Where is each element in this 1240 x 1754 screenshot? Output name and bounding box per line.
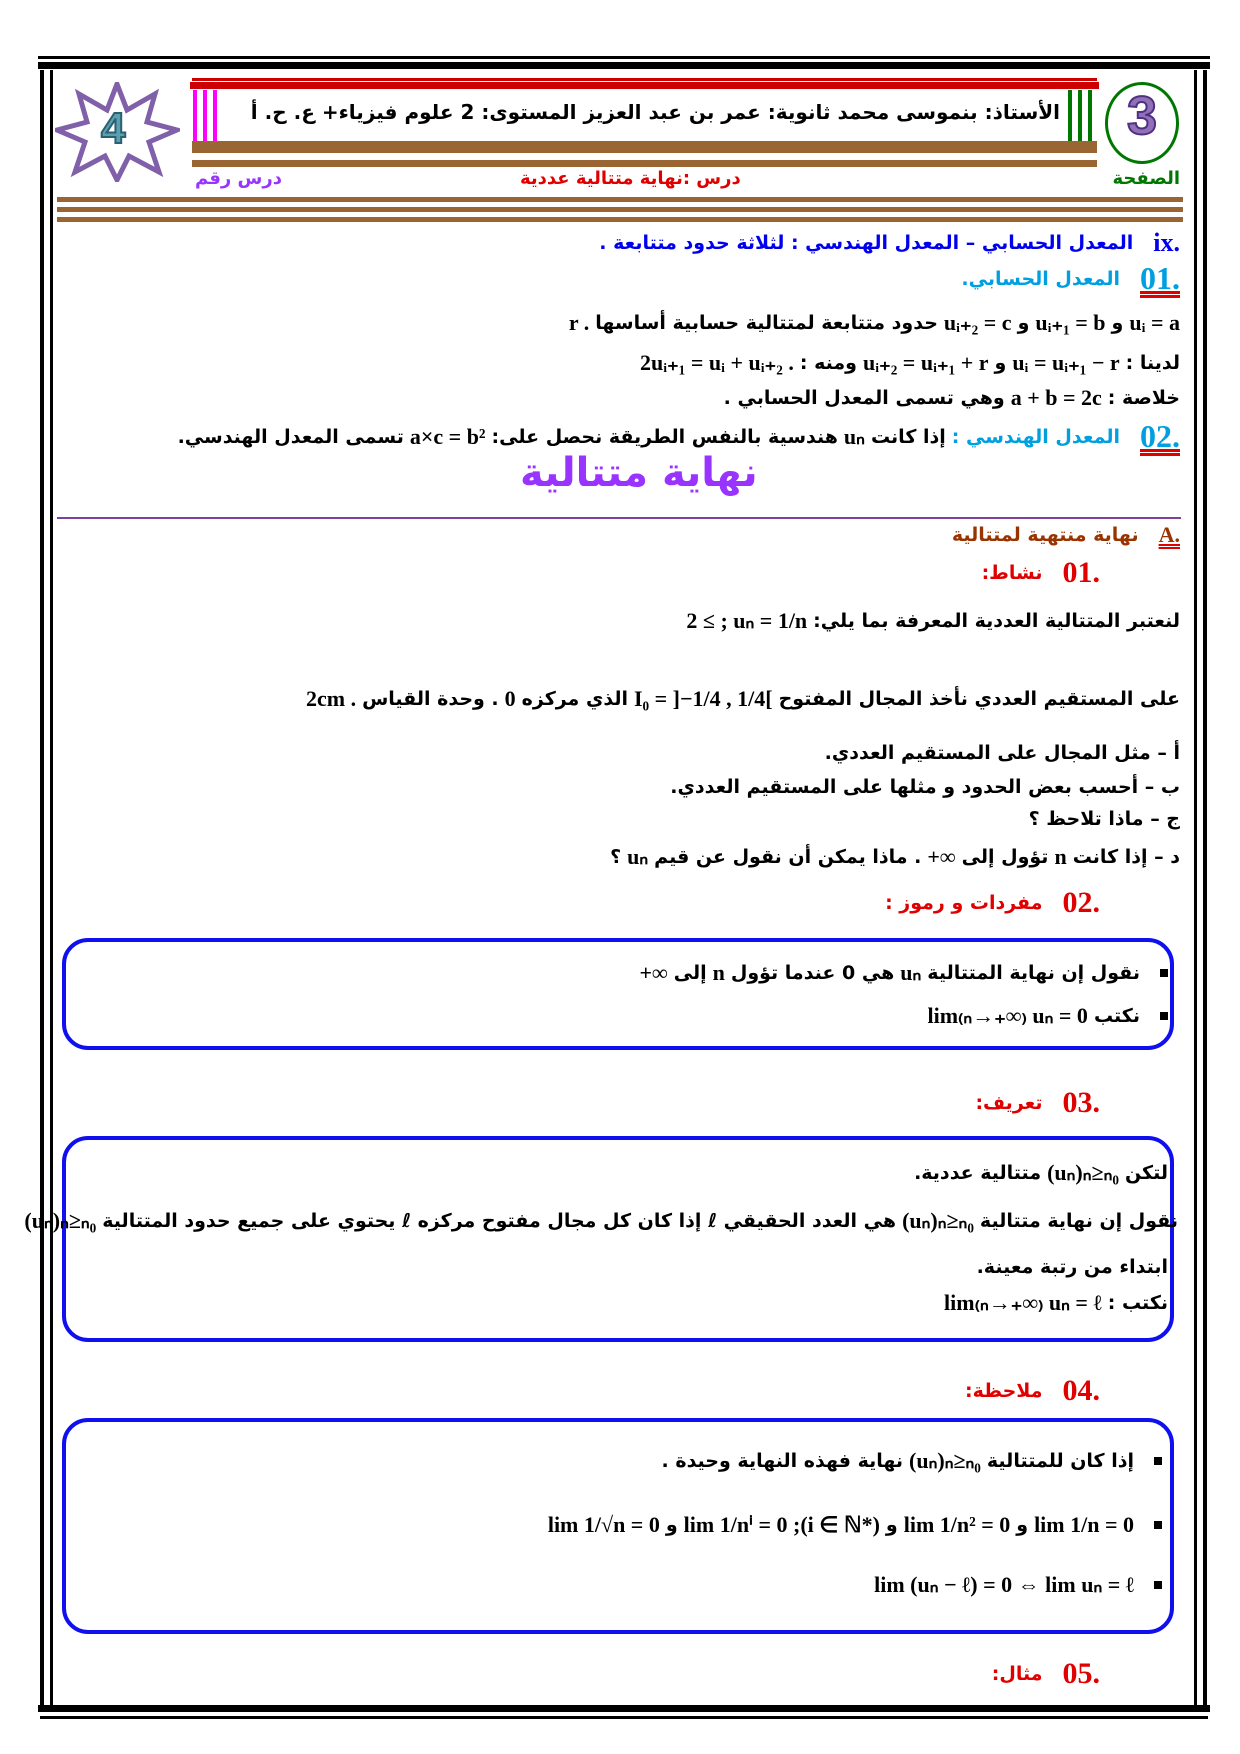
page-label: الصفحة bbox=[1112, 168, 1180, 189]
line-a3 bbox=[825, 742, 1180, 764]
text-segment: وهي تسمى المعدل الحسابي . bbox=[723, 387, 1005, 409]
text-segment: . ماذا يمكن أن نقول عن قيم bbox=[654, 846, 922, 868]
math-expression: uᵢ₊₁ = b bbox=[1035, 310, 1106, 335]
line-ix bbox=[599, 228, 1180, 258]
top-rule-thin bbox=[38, 56, 1210, 59]
green-stripes bbox=[1068, 90, 1098, 142]
math-expression: lim (uₙ − ℓ) = 0 ⇔ lim uₙ = ℓ bbox=[874, 1572, 1134, 1597]
math-expression: uₙ bbox=[900, 960, 922, 985]
text-segment: .02 bbox=[1140, 418, 1180, 454]
header-brown-bar-1 bbox=[192, 141, 1097, 153]
math-expression: lim₍ₙ→₊∞₎ uₙ = ℓ bbox=[944, 1290, 1102, 1315]
math-expression: r . bbox=[568, 310, 590, 335]
top-rule-thick bbox=[38, 62, 1210, 69]
lesson-label: درس رقم bbox=[195, 168, 282, 189]
math-expression: uᵢ₊₂ = c bbox=[943, 310, 1012, 335]
text-segment: نشاط: bbox=[981, 562, 1043, 584]
page-number: 3 bbox=[1126, 86, 1158, 146]
line-A bbox=[952, 522, 1180, 548]
math-expression: uᵢ = uᵢ₊₁ − r bbox=[1012, 350, 1120, 375]
text-segment: إلى bbox=[673, 962, 707, 984]
text-segment: هي العدد الحقيقي ℓ إذا كان كل مجال مفتوح مركزه ℓ يحتوي على جميع حدود المتتالية bbox=[102, 1210, 897, 1232]
notation-box bbox=[62, 938, 1174, 1050]
line-n02 bbox=[885, 886, 1100, 920]
big-title: نهاية متتالية bbox=[520, 450, 758, 496]
math-expression: 2 ≤ ; uₙ = 1/n bbox=[686, 608, 808, 633]
line-n03 bbox=[975, 1086, 1100, 1120]
text-segment: .05 bbox=[1062, 1657, 1100, 1690]
math-expression: lim 1/nⁱ = 0 ;(i ∈ ℕ*) bbox=[683, 1512, 880, 1537]
text-segment: .ix bbox=[1153, 228, 1180, 257]
line-l2 bbox=[640, 350, 1180, 376]
math-expression: (uₙ)ₙ≥ₙ₀ bbox=[902, 1208, 974, 1233]
math-expression: uₙ bbox=[627, 844, 649, 869]
header-title: الأستاذ: بنموسى محمد ثانوية: عمر بن عبد العزيز المستوى: 2 علوم فيزياء+ ع. ح. أ bbox=[250, 100, 1060, 124]
line-a5 bbox=[1029, 808, 1180, 830]
text-segment: لتكن bbox=[1124, 1162, 1168, 1184]
lesson-title: درس :نهاية متتالية عددية bbox=[520, 168, 741, 189]
bottom-rule bbox=[38, 1705, 1210, 1712]
line-n05 bbox=[992, 1657, 1100, 1691]
text-segment: ومنه : bbox=[799, 352, 857, 374]
text-segment: نكتب : bbox=[1107, 1292, 1168, 1314]
text-segment: خلاصة : bbox=[1107, 387, 1180, 409]
math-expression: uₙ bbox=[843, 423, 865, 449]
text-segment: ؟ bbox=[610, 846, 622, 868]
text-segment: على المستقيم العددي نأخذ المجال المفتوح bbox=[778, 688, 1180, 710]
line-r2 bbox=[548, 1512, 1162, 1538]
frame-right bbox=[1203, 70, 1207, 1710]
math-expression: n bbox=[1054, 844, 1067, 869]
bullet-icon bbox=[1154, 1457, 1162, 1465]
page-number-circle bbox=[1105, 82, 1179, 164]
text-segment: .02 bbox=[1062, 886, 1100, 919]
math-expression: a×c = b² bbox=[409, 423, 486, 449]
line-d2 bbox=[24, 1208, 1178, 1234]
text-segment: الذي مركزه bbox=[521, 688, 628, 710]
text-segment: ابتداء من رتبة معينة. bbox=[976, 1256, 1168, 1278]
header-red-bar bbox=[192, 78, 1097, 81]
text-segment: تعريف: bbox=[975, 1092, 1043, 1114]
text-segment: تسمى المعدل الهندسي. bbox=[177, 425, 404, 448]
text-segment: متتالية عددية. bbox=[914, 1162, 1042, 1184]
text-segment: نهاية منتهية لمتتالية bbox=[951, 524, 1139, 546]
math-expression: 2uᵢ₊₁ = uᵢ + uᵢ₊₂ . bbox=[639, 350, 794, 375]
math-expression: a + b = 2c bbox=[1010, 385, 1102, 410]
text-segment: المعدل الحسابي – المعدل الهندسي : لثلاثة حدود متتابعة . bbox=[599, 232, 1134, 254]
text-segment: نهاية فهذه النهاية وحيدة . bbox=[661, 1450, 904, 1472]
text-segment: .A bbox=[1158, 522, 1180, 547]
math-expression: I₀ = ]−1/4 , 1/4[ bbox=[633, 686, 773, 711]
bullet-icon bbox=[1154, 1581, 1162, 1589]
line-r3 bbox=[874, 1572, 1162, 1598]
line-b1 bbox=[639, 960, 1168, 986]
math-expression: lim₍ₙ→₊∞₎ uₙ = 0 bbox=[927, 1003, 1088, 1028]
text-segment: أ – مثل المجال على المستقيم العددي. bbox=[824, 742, 1180, 764]
text-segment: نكتب bbox=[1093, 1005, 1140, 1027]
text-segment: . وحدة القياس bbox=[362, 688, 499, 710]
line-r1 bbox=[662, 1448, 1162, 1474]
math-expression: 2cm . bbox=[305, 686, 357, 711]
line-l3 bbox=[724, 385, 1180, 411]
text-segment: و bbox=[1016, 1514, 1029, 1536]
text-segment: هي 0 عندما تؤول bbox=[730, 962, 895, 984]
header-brown-bar-2 bbox=[192, 160, 1097, 167]
section-divider bbox=[57, 517, 1181, 519]
magenta-stripes bbox=[193, 90, 223, 142]
text-segment: المعدل الهندسي : bbox=[951, 425, 1120, 448]
text-segment: نقول إن نهاية المتتالية bbox=[927, 962, 1140, 984]
line-l1 bbox=[569, 310, 1180, 336]
text-segment: و bbox=[1017, 312, 1030, 334]
math-expression: uᵢ = a bbox=[1129, 310, 1180, 335]
line-d1 bbox=[914, 1160, 1168, 1186]
line-n04 bbox=[965, 1374, 1100, 1408]
math-expression: +∞ bbox=[927, 844, 956, 869]
text-segment: .01 bbox=[1140, 260, 1180, 296]
math-expression: (uₙ)ₙ≥ₙ₀ bbox=[24, 1208, 97, 1233]
text-segment: المعدل الحسابي. bbox=[961, 267, 1120, 290]
bullet-icon bbox=[1160, 1012, 1168, 1020]
line-a2 bbox=[306, 686, 1180, 712]
line-s01 bbox=[961, 260, 1180, 297]
line-d4 bbox=[944, 1290, 1168, 1316]
text-segment: و bbox=[665, 1514, 678, 1536]
text-segment: و bbox=[994, 352, 1007, 374]
text-segment: ج – ماذا تلاحظ ؟ bbox=[1028, 808, 1180, 830]
math-expression: uᵢ₊₂ = uᵢ₊₁ + r bbox=[862, 350, 989, 375]
bullet-icon bbox=[1160, 969, 1168, 977]
text-segment: و bbox=[885, 1514, 898, 1536]
text-segment: مثال: bbox=[991, 1663, 1043, 1685]
text-segment: د – إذا كانت bbox=[1072, 846, 1180, 868]
text-segment: نقول إن نهاية متتالية bbox=[979, 1210, 1178, 1232]
bullet-icon bbox=[1154, 1521, 1162, 1529]
math-expression: lim 1/n = 0 bbox=[1034, 1512, 1134, 1537]
line-d3 bbox=[977, 1256, 1168, 1278]
text-segment: ب – أحسب بعض الحدود و مثلها على المستقيم العددي. bbox=[670, 776, 1180, 798]
math-expression: (uₙ)ₙ≥ₙ₀ bbox=[909, 1448, 981, 1473]
text-segment: مفردات و رموز : bbox=[885, 892, 1043, 914]
text-segment: تؤول إلى bbox=[961, 846, 1049, 868]
line-a4 bbox=[670, 776, 1180, 798]
math-expression: +∞ bbox=[639, 960, 668, 985]
line-s02 bbox=[178, 418, 1180, 455]
text-segment: .01 bbox=[1062, 556, 1100, 589]
text-segment: ملاحظة: bbox=[964, 1380, 1043, 1402]
text-segment: .03 bbox=[1062, 1086, 1100, 1119]
text-segment: هندسية بالنفس الطريقة نحصل على: bbox=[491, 425, 838, 448]
math-expression: lim 1/n² = 0 bbox=[903, 1512, 1011, 1537]
line-a6 bbox=[610, 844, 1180, 870]
text-segment: حدود متتابعة لمتتالية حسابية أساسها bbox=[595, 312, 938, 334]
lesson-number-star-logo bbox=[55, 82, 180, 182]
line-n01 bbox=[982, 556, 1100, 590]
brown-rules bbox=[57, 197, 1183, 202]
text-segment: لدينا : bbox=[1125, 352, 1180, 374]
frame-left bbox=[40, 70, 44, 1710]
math-expression: 0 bbox=[504, 686, 516, 711]
text-segment: و bbox=[1111, 312, 1124, 334]
lesson-number: 4 bbox=[101, 104, 126, 153]
math-expression: n bbox=[712, 960, 725, 985]
math-expression: lim 1/√n = 0 bbox=[547, 1512, 660, 1537]
math-expression: (uₙ)ₙ≥ₙ₀ bbox=[1047, 1160, 1119, 1185]
text-segment: .04 bbox=[1062, 1374, 1100, 1407]
text-segment: إذا كان للمتتالية bbox=[986, 1450, 1134, 1472]
line-b2 bbox=[927, 1003, 1168, 1029]
text-segment: لنعتبر المتتالية العددية المعرفة بما يلي: bbox=[813, 610, 1180, 632]
text-segment: إذا كانت bbox=[870, 425, 946, 448]
line-a1 bbox=[686, 608, 1180, 634]
